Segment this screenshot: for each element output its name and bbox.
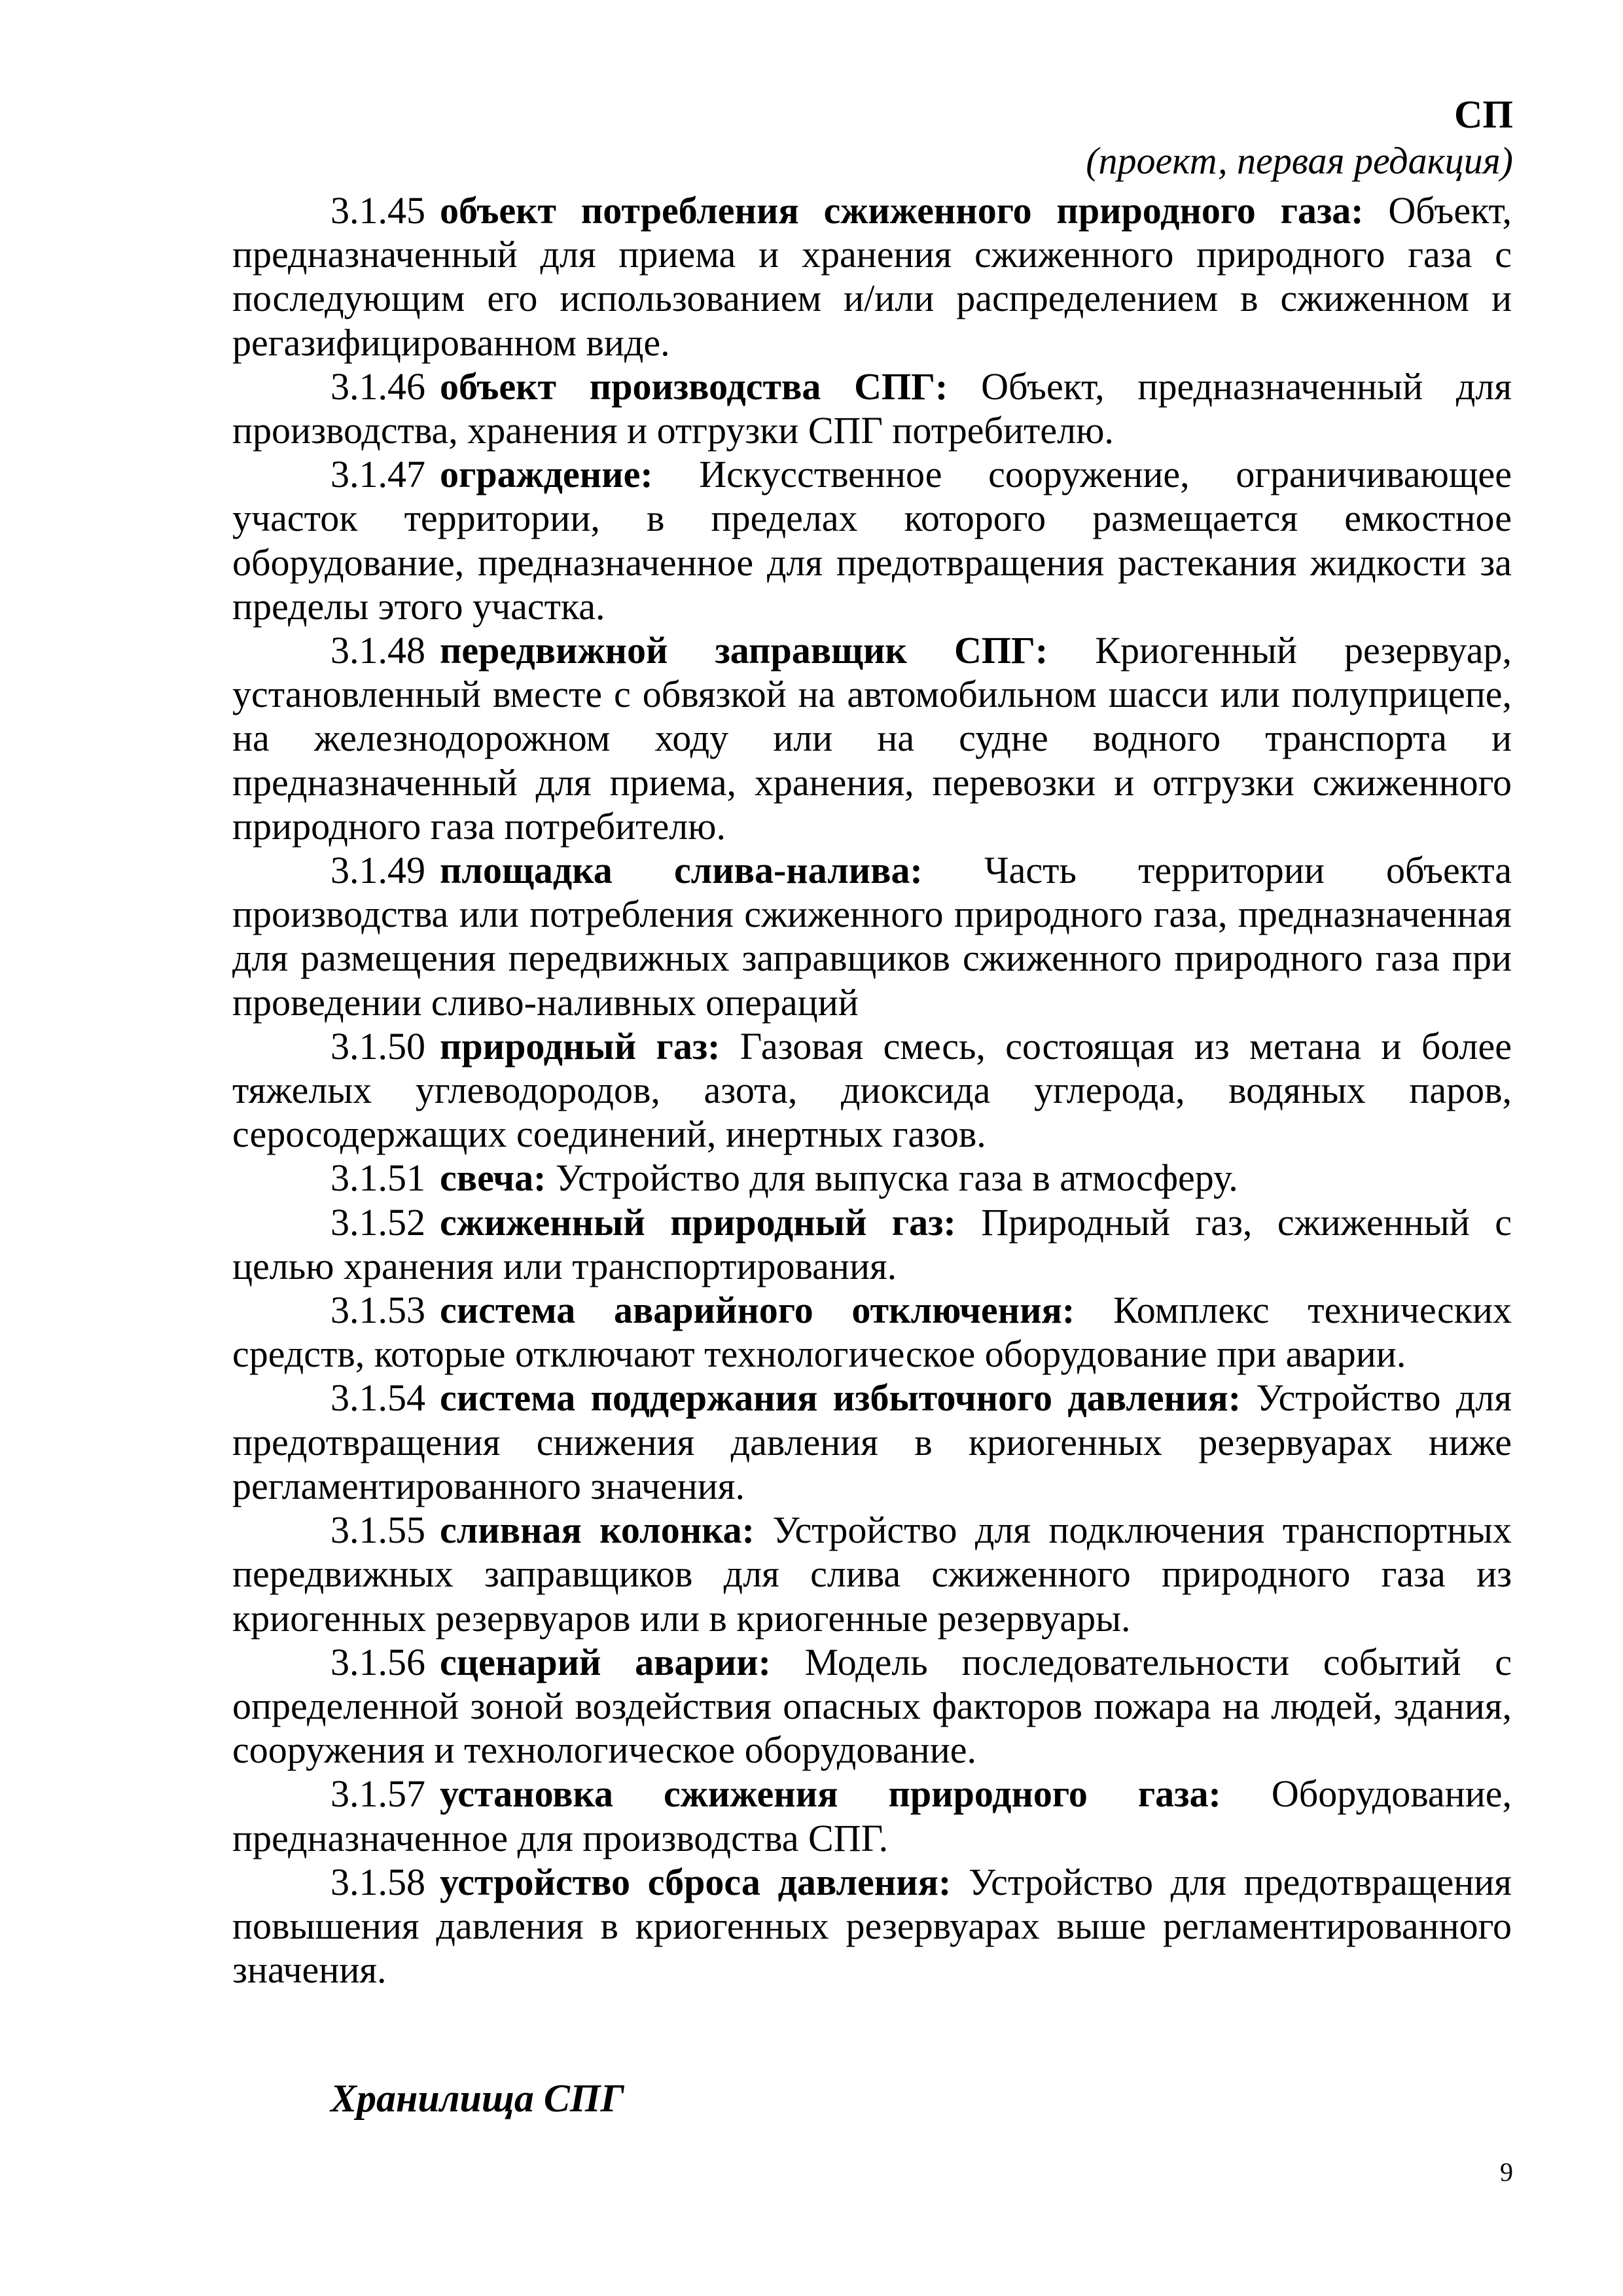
term-entry	[232, 1156, 1512, 1200]
term-entry	[232, 848, 1512, 1024]
term-name: система поддержания избыточного давления:	[440, 1376, 1241, 1420]
term-definition: Оборудование, предназначенное для производства СПГ.	[232, 1772, 1512, 1859]
term-entry	[232, 188, 1512, 365]
term-definition: Криогенный резервуар, установленный вместе с обвязкой на автомобильном шасси или полуприцепе, на железнодорожном ходу или на судне водного транспорта и предназначенный для приема, хранения, перевозки и отгрузки сжиженного природного газа потребителю.	[232, 629, 1512, 848]
term-name: площадка слива-налива:	[440, 849, 923, 892]
term-number: 3.1.54	[330, 1376, 425, 1420]
term-definition: Устройство для подключения транспортных передвижных заправщиков для слива сжиженного природного газа из криогенных резервуаров или в криогенные резервуары.	[232, 1509, 1512, 1640]
term-entry	[232, 452, 1512, 628]
term-number: 3.1.58	[330, 1860, 425, 1903]
term-number: 3.1.51	[330, 1157, 425, 1200]
term-number: 3.1.47	[330, 453, 425, 496]
term-definition: Природный газ, сжиженный с целью хранения или транспортирования.	[232, 1200, 1512, 1287]
term-entry	[232, 1376, 1512, 1508]
term-entry	[232, 1640, 1512, 1772]
terms-list	[232, 188, 1512, 2121]
document-edition: (проект, первая редакция)	[1086, 139, 1513, 182]
term-name: устройство сброса давления:	[440, 1860, 952, 1903]
term-name: сжиженный природный газ:	[440, 1200, 956, 1244]
term-number: 3.1.52	[330, 1200, 425, 1244]
term-definition: Искусственное сооружение, ограничивающее участок территории, в пределах которого размещается емкостное оборудование, предназначенное для предотвращения растекания жидкости за пределы этого участка.	[232, 453, 1512, 628]
term-number: 3.1.50	[330, 1024, 425, 1067]
term-number: 3.1.46	[330, 365, 425, 408]
term-number: 3.1.56	[330, 1640, 425, 1683]
term-number: 3.1.49	[330, 849, 425, 892]
term-name: ограждение:	[440, 453, 653, 496]
term-number: 3.1.45	[330, 189, 425, 232]
term-number: 3.1.53	[330, 1289, 425, 1332]
term-name: сливная колонка:	[440, 1509, 755, 1552]
term-name: свеча:	[440, 1157, 546, 1200]
term-number: 3.1.57	[330, 1772, 425, 1816]
term-entry	[232, 628, 1512, 848]
term-entry	[232, 1860, 1512, 1992]
term-name: природный газ:	[440, 1024, 721, 1067]
term-definition: Устройство для предотвращения повышения давления в криогенных резервуарах выше регламентированного значения.	[232, 1860, 1512, 1992]
term-definition: Часть территории объекта производства или потребления сжиженного природного газа, предназначенная для размещения передвижных заправщиков сжиженного природного газа при проведении сливо-наливных операций	[232, 849, 1512, 1024]
term-entry	[232, 1200, 1512, 1288]
document-code: СП	[1454, 93, 1513, 136]
term-name: сценарий аварии:	[440, 1640, 771, 1683]
term-entry	[232, 1508, 1512, 1640]
section-title: Хранилища СПГ	[330, 2077, 624, 2121]
term-definition: Устройство для выпуска газа в атмосферу.	[555, 1157, 1238, 1200]
term-definition: Газовая смесь, состоящая из метана и более тяжелых углеводородов, азота, диоксида углерода, водяных паров, серосодержащих соединений, инертных газов.	[232, 1024, 1512, 1156]
term-entry	[232, 365, 1512, 452]
term-definition: Устройство для предотвращения снижения давления в криогенных резервуарах ниже регламентированного значения.	[232, 1376, 1512, 1507]
term-number: 3.1.55	[330, 1509, 425, 1552]
term-definition: Комплекс технических средств, которые отключают технологическое оборудование при аварии.	[232, 1289, 1512, 1376]
term-definition: Объект, предназначенный для производства, хранения и отгрузки СПГ потребителю.	[232, 365, 1512, 452]
term-number: 3.1.48	[330, 629, 425, 672]
term-name: передвижной заправщик СПГ:	[440, 629, 1048, 672]
term-definition: Объект, предназначенный для приема и хранения сжиженного природного газа с последующим его использованием и/или распределением в сжиженном и регазифицированном виде.	[232, 189, 1512, 364]
term-entry	[232, 1024, 1512, 1157]
term-entry	[232, 1288, 1512, 1376]
term-definition: Модель последовательности событий с определенной зоной воздействия опасных факторов пожара на людей, здания, сооружения и технологическое оборудование.	[232, 1640, 1512, 1772]
term-name: установка сжижения природного газа:	[440, 1772, 1221, 1816]
term-entry	[232, 1772, 1512, 1859]
page-number: 9	[1500, 2157, 1513, 2187]
term-name: система аварийного отключения:	[440, 1289, 1075, 1332]
term-name: объект потребления сжиженного природного газа:	[440, 189, 1364, 232]
term-name: объект производства СПГ:	[440, 365, 948, 408]
